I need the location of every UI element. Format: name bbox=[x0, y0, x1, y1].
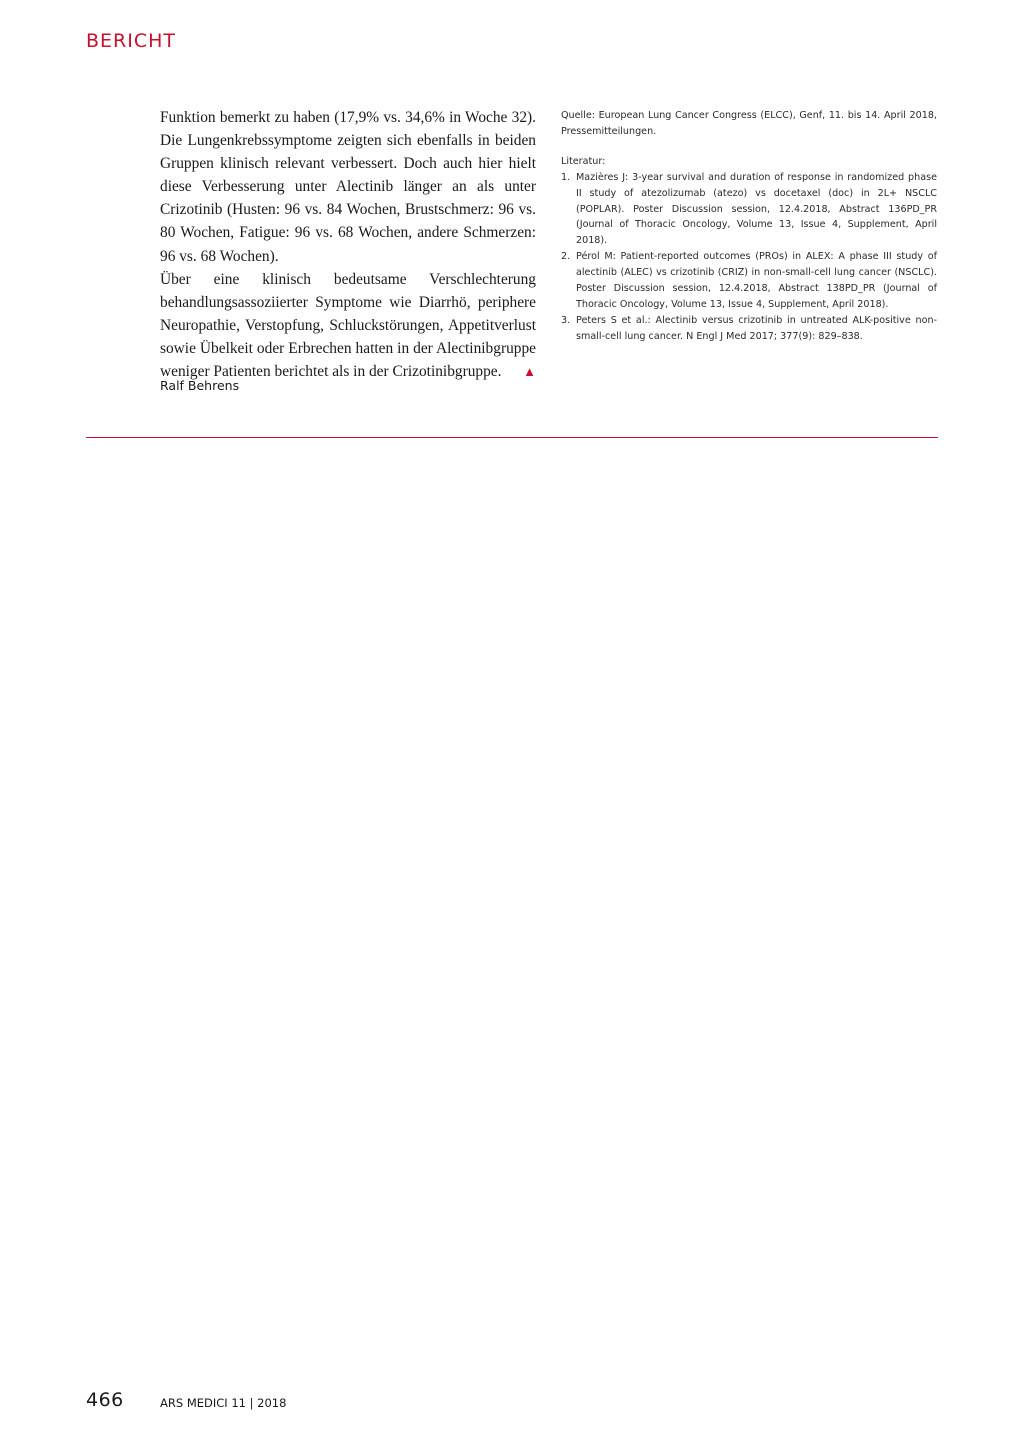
body-paragraph: Funktion bemerkt zu haben (17,9% vs. 34,6% in Woche 32). Die Lungenkrebssymptome zeigten sich ebenfalls in beiden Gruppen klinisch relevant verbessert. Doch auch hier hielt diese Verbesserung unter Alectinib länger an als unter Crizotinib (Husten: 96 vs. 84 Wochen, Brustschmerz: 96 vs. 80 Wochen, Fatigue: 96 vs. 68 Wochen, andere Schmerzen: 96 vs. 68 Wochen). bbox=[160, 109, 536, 265]
reference-text: Pérol M: Patient-reported outcomes (PROs) in ALEX: A phase III study of alectinib (ALEC) vs crizotinib (CRIZ) in non-small-cell lung cancer (NSCLC). Poster Discussion session, 12.4.2018, Abstract 138PD_PR (Journal of Thoracic Oncology, Volume 13, Issue 4, Supplement, April 2018). bbox=[576, 251, 937, 310]
journal-issue: ARS MEDICI 11 | 2018 bbox=[160, 1396, 287, 1410]
section-label: BERICHT bbox=[86, 30, 177, 52]
source-note: Quelle: European Lung Cancer Congress (ELCC), Genf, 11. bis 14. April 2018, Pressemitteilungen. bbox=[561, 110, 937, 137]
reference-item bbox=[561, 170, 937, 250]
reference-item bbox=[561, 313, 937, 345]
sidebar-column bbox=[561, 108, 937, 345]
page-number: 466 bbox=[86, 1389, 124, 1411]
end-of-article-triangle-icon: ▲ bbox=[523, 364, 536, 380]
reference-list bbox=[561, 170, 937, 345]
reference-number: 1. bbox=[561, 171, 571, 183]
reference-number: 2. bbox=[561, 251, 571, 263]
reference-text: Peters S et al.: Alectinib versus crizotinib in untreated ALK-positive non-small-cell lung cancer. N Engl J Med 2017; 377(9): 829–838. bbox=[576, 314, 937, 342]
section-divider bbox=[86, 437, 938, 438]
reference-number: 3. bbox=[561, 314, 571, 326]
body-paragraph bbox=[160, 268, 536, 383]
main-text-column bbox=[160, 106, 536, 383]
reference-item bbox=[561, 249, 937, 313]
reference-text: Mazières J: 3-year survival and duration of response in randomized phase II study of atezolizumab (atezo) vs docetaxel (doc) in 2L+ NSCLC (POPLAR). Poster Discussion session, 12.4.2018, Abstract 136PD_PR (Journal of Thoracic Oncology, Volume 13, Issue 4, Supplement, April 2018). bbox=[576, 171, 937, 247]
body-paragraph-text: Über eine klinisch bedeutsame Verschlechterung behandlungsassoziierter Symptome wie Diarrhö, periphere Neuropathie, Verstopfung, Schluckstörungen, Appetitverlust sowie Übelkeit oder Erbrechen hatten in der Alectinibgruppe weniger Patienten berichtet als in der Crizotinibgruppe. bbox=[160, 270, 536, 381]
author-name: Ralf Behrens bbox=[160, 378, 240, 393]
literature-heading: Literatur: bbox=[561, 155, 606, 167]
